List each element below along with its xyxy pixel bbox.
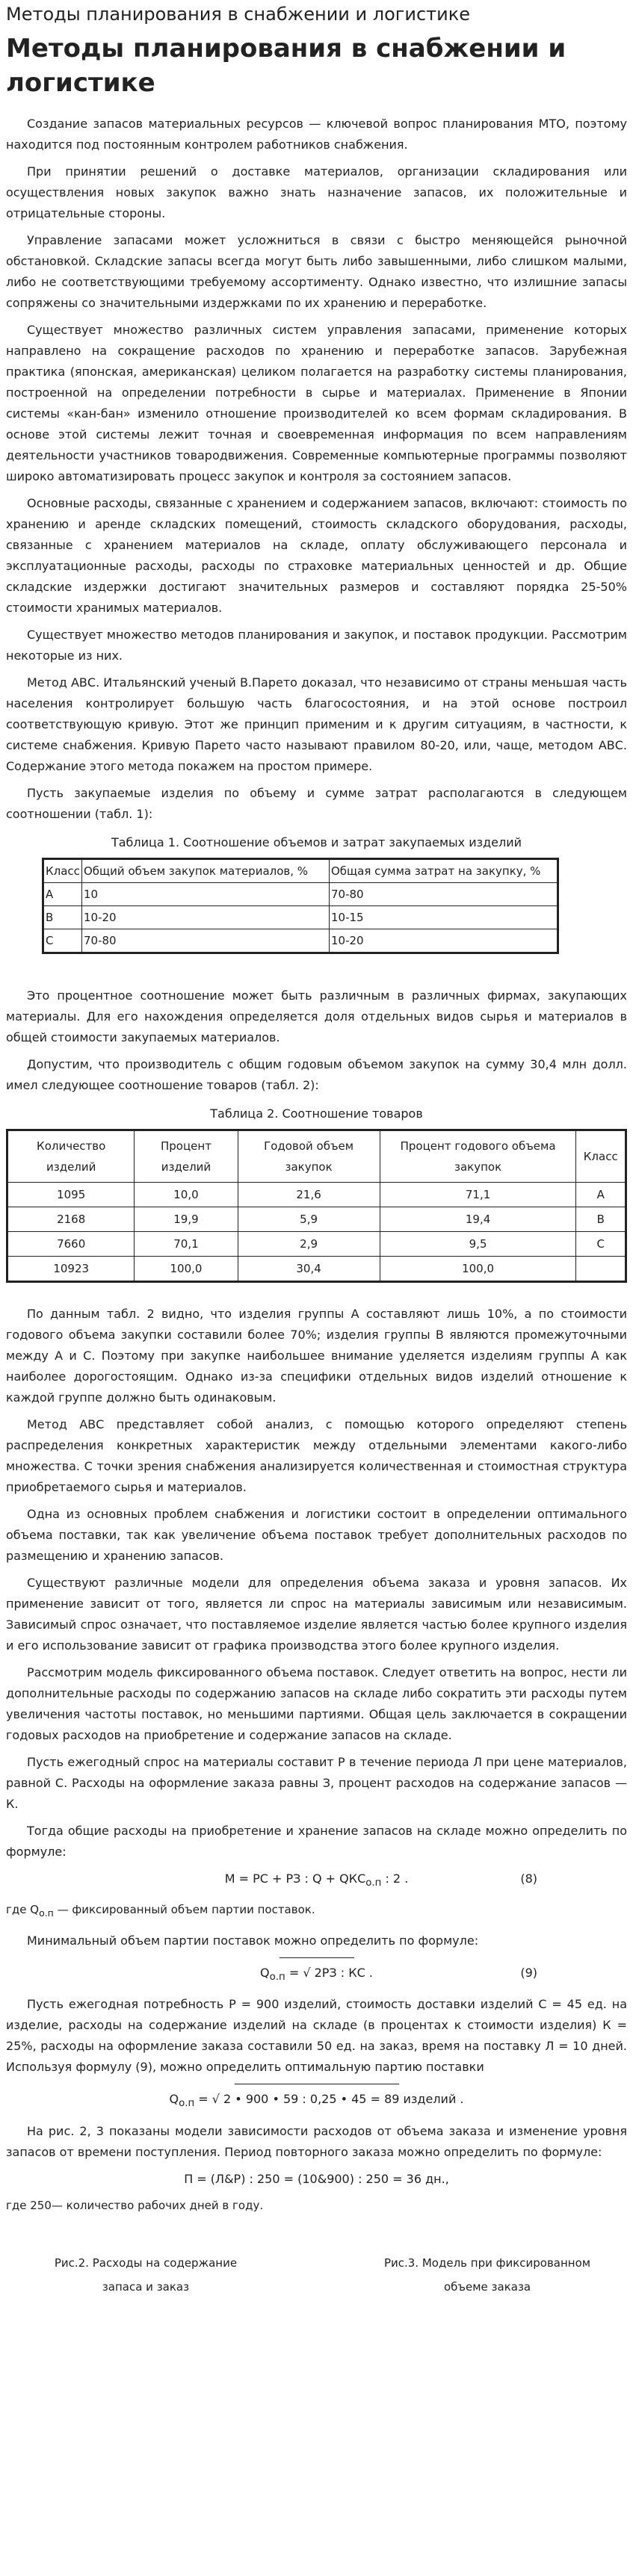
table-cell: 5,9 bbox=[238, 1207, 380, 1232]
table-cell: 19,4 bbox=[380, 1207, 576, 1232]
formula-number: (9) bbox=[520, 1966, 537, 1981]
table-header-cell: Общий объем закупок материалов, % bbox=[82, 859, 330, 883]
table-row bbox=[7, 1257, 626, 1282]
formula-text: П = (Л&Р) : 250 = (10&900) : 250 = 36 дн., bbox=[184, 2171, 449, 2186]
table-row bbox=[7, 1183, 626, 1207]
table-cell bbox=[576, 1257, 626, 1282]
page-tab-title: Методы планирования в снабжении и логистике bbox=[6, 4, 471, 25]
paragraph: На рис. 2, 3 показаны модели зависимости расходов от объема заказа и изменение уровня запасов от времени поступления. Период повторного заказа можно определить по формуле: bbox=[6, 2123, 627, 2159]
formula-note bbox=[6, 1900, 627, 1923]
table-cell: В bbox=[43, 906, 82, 929]
note-subscript: о.п bbox=[39, 1907, 54, 1919]
paragraph: Создание запасов материальных ресурсов — ключевой вопрос планирования МТО, поэтому находится под постоянным контролем работников снабжения. bbox=[6, 117, 627, 152]
paragraph: Пусть ежегодный спрос на материалы составит Р в течение периода Л при цене материалов, равной С. Расходы на оформление заказа равны З, процент расходов на содержание запасов — К. bbox=[6, 1755, 627, 1811]
table1 bbox=[42, 858, 559, 954]
table-cell: А bbox=[43, 883, 82, 906]
paragraph: Это процентное соотношение может быть различным в различных фирмах, закупающих материалы. Для его нахождения определяется доля отдельных видов сырья и материалов в общей стоимости закупаемых материалов. bbox=[6, 988, 627, 1044]
table-row bbox=[7, 1232, 626, 1257]
formula-subscript: о.п bbox=[365, 1877, 382, 1889]
table-cell: С bbox=[43, 929, 82, 953]
table-cell: 21,6 bbox=[238, 1183, 380, 1207]
table-cell: 70-80 bbox=[82, 929, 330, 953]
figure-caption-line: Рис.3. Модель при фиксированном bbox=[383, 2255, 591, 2270]
table-row bbox=[43, 883, 558, 906]
table-header-cell: Годовой объем закупок bbox=[238, 1130, 380, 1183]
table-cell: 100,0 bbox=[380, 1257, 576, 1282]
table-cell: В bbox=[576, 1207, 626, 1232]
table-cell: С bbox=[576, 1232, 626, 1257]
table-header-cell: Общая сумма затрат на закупку, % bbox=[330, 859, 558, 883]
paragraph: Тогда общие расходы на приобретение и хранение запасов на складе можно определить по формуле: bbox=[6, 1824, 627, 1859]
table-cell: 10,0 bbox=[135, 1183, 238, 1207]
page-title: Методы планирования в снабжении и логистике bbox=[6, 34, 566, 98]
table-cell: 2168 bbox=[7, 1207, 135, 1232]
figure-caption-line: запаса и заказ bbox=[102, 2279, 190, 2294]
table-row bbox=[43, 929, 558, 953]
table-header-row bbox=[43, 859, 558, 883]
table-header-cell: Процент изделий bbox=[135, 1130, 238, 1183]
formula-9 bbox=[6, 1963, 627, 1988]
table1-caption: Таблица 1. Соотношение объемов и затрат закупаемых изделий bbox=[111, 835, 522, 849]
formula-period bbox=[6, 2169, 627, 2190]
table-cell: 1095 bbox=[7, 1183, 135, 1207]
note-prefix: где Q bbox=[6, 1903, 40, 1917]
formula-note: где 250— количество рабочих дней в году. bbox=[6, 2198, 264, 2212]
formula-subscript: о.п bbox=[269, 1972, 285, 1984]
table-cell: 9,5 bbox=[380, 1232, 576, 1257]
table-cell: 10-15 bbox=[330, 906, 558, 929]
formula-tail: : 2 . bbox=[381, 1871, 409, 1886]
table-cell: 71,1 bbox=[380, 1183, 576, 1207]
paragraph: Метод АВС. Итальянский ученый В.Парето доказал, что независимо от страны меньшая часть населения контролирует большую часть благосостояния, и на этой основе построил соответствующую кривую. Этот же принцип применим и к другим ситуациям, в частности, к системе снабжения. Кривую Парето часто называют правилом 80-20, или, чаще, методом АВС. Содержание этого метода покажем на простом примере. bbox=[6, 675, 627, 773]
formula-text: = √ 2 • 900 • 59 : 0,25 • 45 = 89 изделий . bbox=[194, 2092, 464, 2107]
paragraph: При принятии решений о доставке материалов, организации складирования или осуществления новых закупок важно знать назначение запасов, их положительные и отрицательные стороны. bbox=[6, 164, 627, 220]
paragraph: Рассмотрим модель фиксированного объема поставок. Следует ответить на вопрос, нести ли дополнительные расходы по содержанию запасов на складе либо сократить эти расходы путем увеличения частоты поставок, но меньшими партиями. Общая цель заключается в сокращении годовых расходов на приобретение и содержание запасов на складе. bbox=[6, 1665, 627, 1742]
formula-lead: Q bbox=[260, 1966, 270, 1981]
table-header-cell: Количество изделий bbox=[7, 1130, 135, 1183]
table-cell: 10923 bbox=[7, 1257, 135, 1282]
table2-caption: Таблица 2. Соотношение товаров bbox=[210, 1106, 423, 1121]
table-cell: 100,0 bbox=[135, 1257, 238, 1282]
table-cell: 7660 bbox=[7, 1232, 135, 1257]
figure-caption-line: Рис.2. Расходы на содержание bbox=[54, 2255, 238, 2270]
figure-captions bbox=[6, 2251, 627, 2299]
paragraph: Одна из основных проблем снабжения и логистики состоит в определении оптимального объема поставки, так как увеличение объема поставок требует дополнительных расходов по размещению и хранению запасов. bbox=[6, 1507, 627, 1563]
paragraph: Минимальный объем партии поставок можно определить по формуле: bbox=[27, 1933, 479, 1948]
table-header-cell: Класс bbox=[576, 1130, 626, 1183]
root-overline bbox=[280, 1957, 354, 1958]
paragraph: Существует множество различных систем управления запасами, применение которых направлено на сокращение расходов по хранению и переработке запасов. Зарубежная практика (японская, американская) целиком полагается на разработку системы планирования, построенной на определении потребности в сырье и материалах. Применение в Японии системы «кан-бан» изменило отношение производителей ко всем формам складирования. В основе этой системы лежит точная и своевременная информация по всем направлениям деятельности участников товародвижения. Современные компьютерные программы позволяют широко автоматизировать процесс закупок и контроля за состоянием запасов. bbox=[6, 323, 627, 483]
figure-caption bbox=[6, 2251, 285, 2299]
paragraph: Управление запасами может усложниться в связи с быстро меняющейся рыночной обстановкой. Складские запасы всегда могут быть либо завышенными, либо слишком малыми, либо не соответствующими требуемому ассортименту. Однако известно, что излишние запасы сопряжены со значительными издержками по их хранению и переработке. bbox=[6, 233, 627, 310]
figure-caption-line: объеме заказа bbox=[443, 2279, 531, 2294]
paragraph: По данным табл. 2 видно, что изделия группы А составляют лишь 10%, а по стоимости годового объема закупки составили более 70%; изделия группы В являются промежуточными между А и С. Поэтому при закупке наибольшее внимание уделяется изделиям группы А как наиболее дорогостоящим. Однако из-за специфики отдельных видов изделий отношение к каждой группе должно быть одинаковым. bbox=[6, 1307, 627, 1405]
paragraph: Метод АВС представляет собой анализ, с помощью которого определяют степень распределения конкретных характеристик между отдельными элементами какого-либо множества. С точки зрения снабжения анализируется количественная и стоимостная структура приобретаемого сырья и материалов. bbox=[6, 1417, 627, 1494]
table-cell: А bbox=[576, 1183, 626, 1207]
table-header-row bbox=[7, 1130, 626, 1183]
table-row bbox=[43, 906, 558, 929]
table-header-cell: Класс bbox=[43, 859, 82, 883]
table-cell: 70-80 bbox=[330, 883, 558, 906]
intro-section bbox=[6, 114, 627, 825]
table-cell: 10-20 bbox=[82, 906, 330, 929]
paragraph: Существуют различные модели для определения объема заказа и уровня запасов. Их применение зависит от того, является ли спрос на материалы зависимым или независимым. Зависимый спрос означает, что поставляемое изделие является частью более крупного изделия и его использование зависит от графика производства этого более крупного изделия. bbox=[6, 1576, 627, 1653]
paragraph: Пусть ежегодная потребность Р = 900 изделий, стоимость доставки изделий С = 45 ед. на изделие, расходы на содержание изделий на складе (в процентах к стоимости изделия) К = 25%, расходы на оформление заказа составили 50 ед. на заказ, время на поставку Л = 10 дней. Используя формулу (9), можно определить оптимальную партию поставки bbox=[6, 1997, 627, 2075]
formula-result bbox=[6, 2089, 627, 2114]
table-cell: 10-20 bbox=[330, 929, 558, 953]
table2 bbox=[6, 1129, 627, 1283]
formula-lead: Q bbox=[169, 2092, 179, 2107]
formula-text: М = РС + РЗ : Q + QКС bbox=[224, 1871, 366, 1886]
table-cell: 30,4 bbox=[238, 1257, 380, 1282]
table-header-cell: Процент годового объема закупок bbox=[380, 1130, 576, 1183]
figure-caption bbox=[348, 2251, 627, 2299]
formula-number: (8) bbox=[520, 1871, 537, 1886]
table-row bbox=[7, 1207, 626, 1232]
table-cell: 70,1 bbox=[135, 1232, 238, 1257]
formula-8 bbox=[6, 1868, 627, 1894]
document-page bbox=[0, 3, 633, 2299]
formula-subscript: о.п bbox=[179, 2098, 195, 2110]
note-text: — фиксированный объем партии поставок. bbox=[53, 1903, 315, 1917]
table-cell: 10 bbox=[82, 883, 330, 906]
paragraph: Допустим, что производитель с общим годовым объемом закупок на сумму 30,4 млн долл. имел следующее соотношение товаров (табл. 2): bbox=[6, 1057, 627, 1092]
paragraph: Пусть закупаемые изделия по объему и сумме затрат располагаются в следующем соотношении (табл. 1): bbox=[6, 786, 627, 821]
paragraph: Основные расходы, связанные с хранением и содержанием запасов, включают: стоимость по хранению и аренде складских помещений, стоимость складского оборудования, расходы, связанные с хранением материалов на складе, оплату обслуживающего персонала и эксплуатационные расходы, расходы по страховке материальных ценностей и др. Общие складские издержки достигают значительных размеров и составляют порядка 25-50% стоимости хранимых материалов. bbox=[6, 496, 627, 615]
table-cell: 2,9 bbox=[238, 1232, 380, 1257]
table-cell: 19,9 bbox=[135, 1207, 238, 1232]
paragraph: Существует множество методов планирования и закупок, и поставок продукции. Рассмотрим некоторые из них. bbox=[6, 628, 627, 663]
formula-text: = √ 2РЗ : КС . bbox=[285, 1966, 373, 1981]
